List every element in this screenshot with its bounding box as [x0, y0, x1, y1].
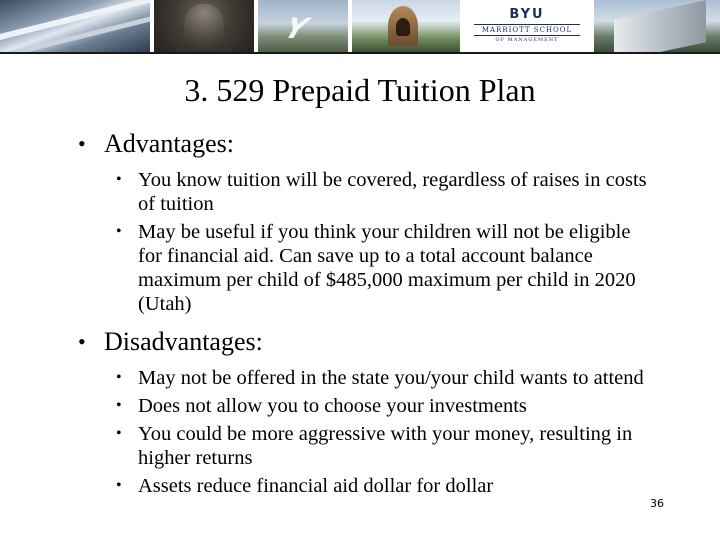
banner-photo-architecture: [0, 0, 150, 52]
logo-line3: OF MANAGEMENT: [495, 37, 559, 43]
list-item-text: May be useful if you think your children will not be eligible for financial aid. Can save up to a total account balance maximum per child of $485,000 maximum per child in 2020 (Utah): [138, 221, 636, 315]
bullet-icon: •: [78, 329, 86, 354]
logo-line2: MARRIOTT SCHOOL: [474, 24, 580, 36]
banner-divider: [0, 52, 720, 54]
list-item: [78, 474, 658, 498]
list-item: [78, 422, 658, 470]
section-advantages: [78, 128, 658, 160]
list-item: [78, 394, 658, 418]
list-item-text: Does not allow you to choose your investments: [138, 395, 527, 417]
building-image: [614, 0, 706, 52]
list-item-text: You know tuition will be covered, regardless of raises in costs of tuition: [138, 169, 647, 215]
banner-photo-building: [594, 0, 720, 52]
list-item-text: May not be offered in the state you/your child wants to attend: [138, 367, 644, 389]
list-item-text: You could be more aggressive with your money, resulting in higher returns: [138, 423, 633, 469]
list-item-text: Assets reduce financial aid dollar for dollar: [138, 475, 494, 497]
bullet-icon: •: [116, 171, 122, 188]
advantages-list: [78, 168, 658, 316]
statue-image: [184, 4, 224, 52]
list-item: [78, 220, 658, 316]
bullet-icon: •: [78, 131, 86, 156]
section-heading: Advantages:: [104, 129, 234, 158]
bullet-icon: •: [116, 425, 122, 442]
byu-logo: [464, 0, 590, 52]
y-mountain-image: Y: [279, 12, 313, 45]
banner-photo-statue: [154, 0, 254, 52]
bullet-icon: •: [116, 223, 122, 240]
slide-body: [78, 128, 658, 508]
logo-line1: BYU: [509, 7, 545, 22]
banner-photo-y-mountain: [258, 0, 348, 52]
page-number: 36: [650, 497, 664, 510]
section-heading: Disadvantages:: [104, 327, 263, 356]
header-banner: [0, 0, 720, 54]
disadvantages-list: [78, 366, 658, 498]
bullet-icon: •: [116, 397, 122, 414]
list-item: [78, 366, 658, 390]
banner-photo-bell: [352, 0, 460, 52]
bullet-icon: •: [116, 477, 122, 494]
list-item: [78, 168, 658, 216]
slide-title: 3. 529 Prepaid Tuition Plan: [184, 72, 536, 108]
section-disadvantages: [78, 326, 658, 358]
bullet-icon: •: [116, 369, 122, 386]
